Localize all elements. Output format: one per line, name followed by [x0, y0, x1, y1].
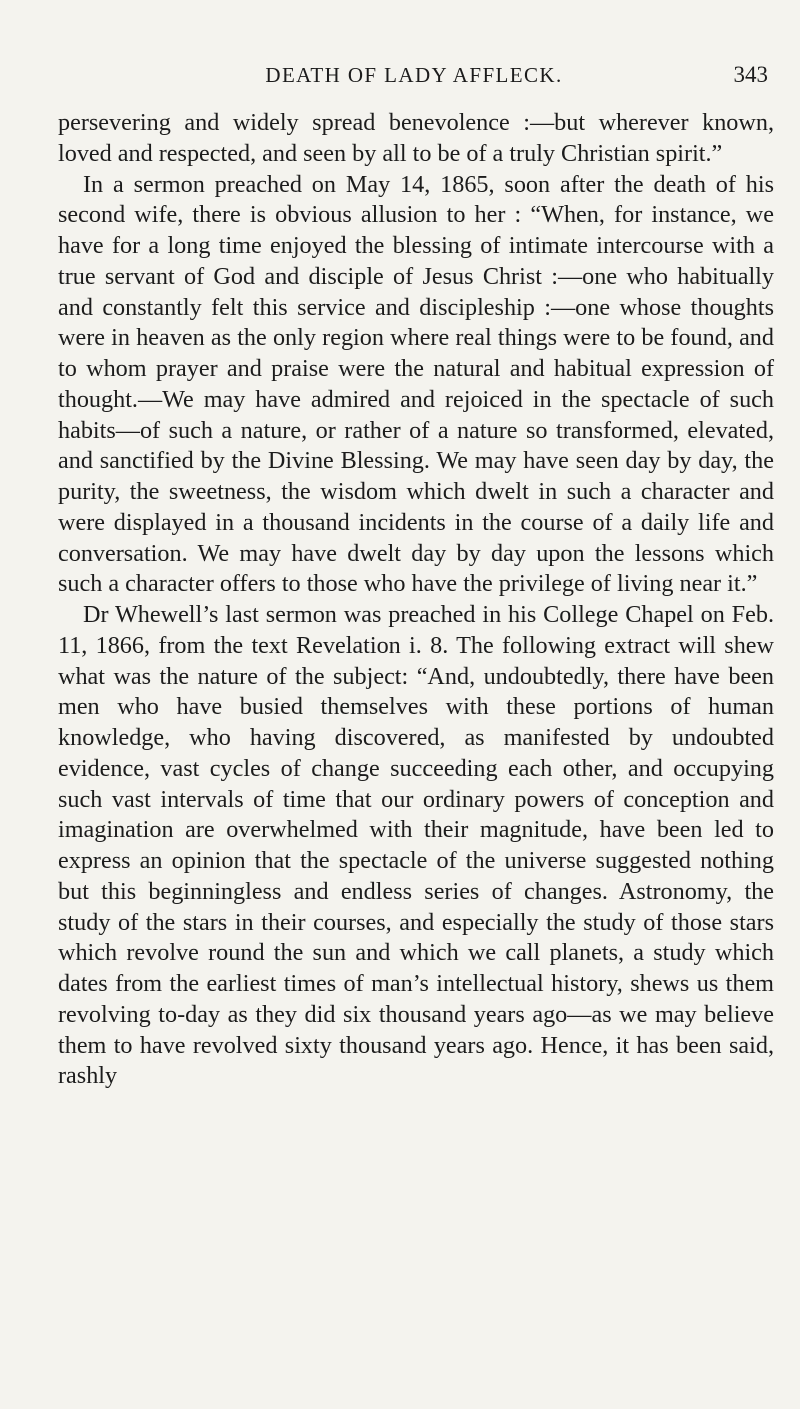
body-text — [58, 108, 774, 1092]
paragraph-last-sermon: Dr Whewell’s last sermon was preached in his College Chapel on Feb. 11, 1866, from the text Revelation i. 8. The following extract will shew what was the nature of the subject: “And, undoubtedly, there have been men who have busied themselves with these portions of human knowledge, who having discovered, as manifested by undoubted evidence, vast cycles of change succeeding each other, and occupying such vast intervals of time that our ordinary powers of conception and imagination are overwhelmed with their magnitude, have been led to express an opinion that the spectacle of the universe suggested nothing but this beginningless and endless series of changes. Astronomy, the study of the stars in their courses, and especially the study of those stars which revolve round the sun and which we call planets, a study which dates from the earliest times of man’s intellectual history, shews us them revolving to-day as they did six thousand years ago—as we may believe them to have revolved sixty thousand years ago. Hence, it has been said, rashly — [58, 601, 774, 1090]
running-head — [58, 60, 770, 90]
page-number: 343 — [733, 62, 768, 87]
paragraph-sermon-1865: In a sermon preached on May 14, 1865, soon after the death of his second wife, there is obvious allusion to her : “When, for instance, we have for a long time enjoyed the blessing of intimate intercourse with a true servant of God and disciple of Jesus Christ :—one who habitually and constantly felt this service and discipleship :—one whose thoughts were in heaven as the only region where real things were to be found, and to whom prayer and praise were the natural and habitual expression of thought.—We may have admired and rejoiced in the spectacle of such habits—of such a nature, or rather of a nature so transformed, elevated, and sanctified by the Divine Blessing. We may have seen day by day, the purity, the sweetness, the wisdom which dwelt in such a character and were displayed in a thousand incidents in the course of a daily life and conversation. We may have dwelt day by day upon the lessons which such a character offers to those who have the privilege of living near it.” — [58, 170, 774, 598]
paragraph-continuation: persevering and widely spread benevolence :—but wherever known, loved and respected, and seen by all to be of a truly Christian spirit.” — [58, 109, 774, 167]
running-title: DEATH OF LADY AFFLECK. — [265, 63, 563, 87]
